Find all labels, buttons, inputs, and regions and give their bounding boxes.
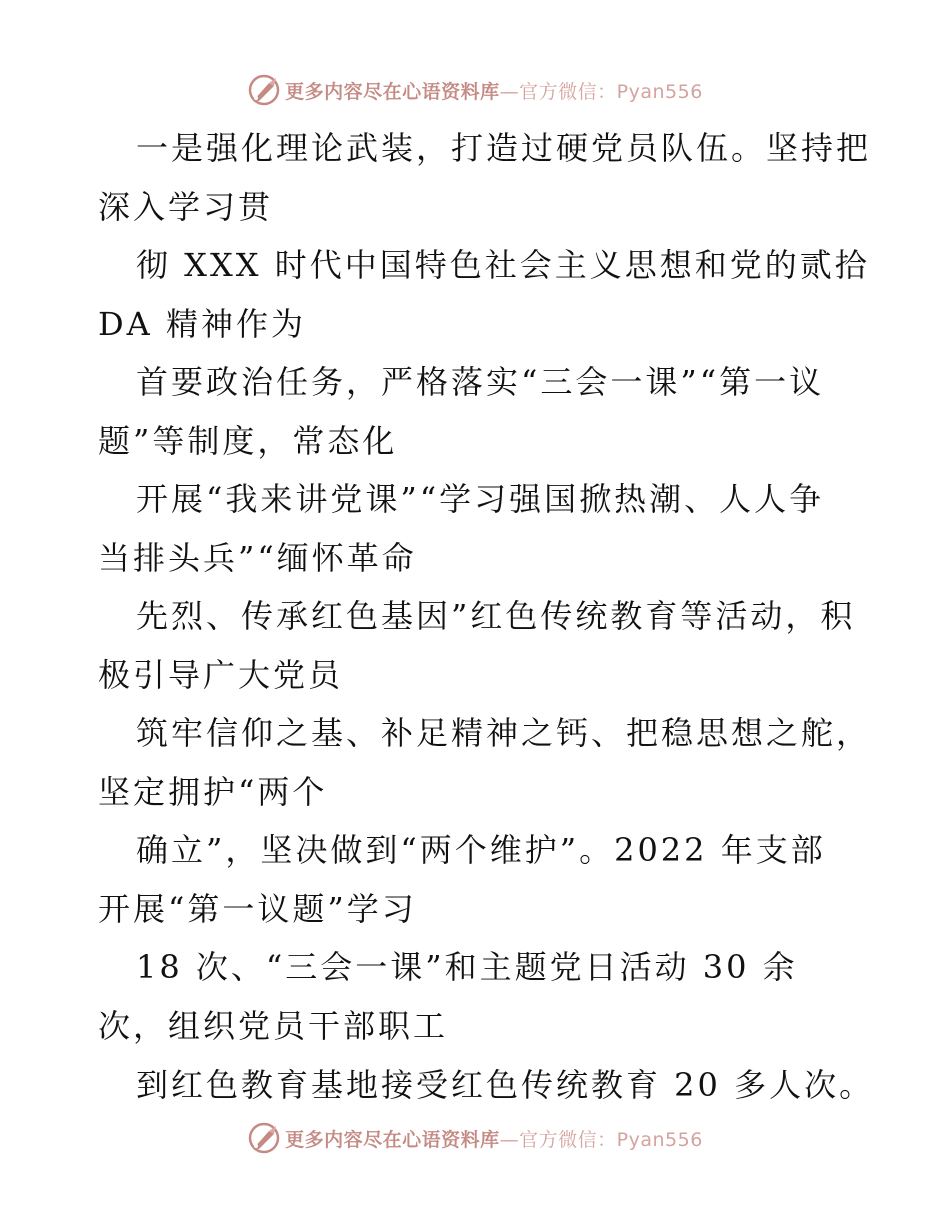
paragraph-1 (98, 120, 872, 237)
paragraph-line: 极引导广大党员 (98, 656, 344, 694)
quill-pen-logo-icon (247, 1121, 281, 1155)
paragraph-7 (98, 822, 858, 939)
paragraph-line: 首要政治任务，严格落实“三会一课”“第一议 (136, 363, 825, 401)
paragraph-3 (98, 354, 858, 471)
document-body (98, 120, 875, 1114)
paragraph-line: 彻 XXX 时代中国特色社会主义思想和党的贰拾 (136, 246, 870, 284)
header-brand-text: 更多内容尽在心语资料库 (285, 80, 500, 103)
footer-watermark (0, 1118, 950, 1158)
paragraph-line: 到红色教育基地接受红色传统教育 20 多人次。 (136, 1066, 875, 1104)
paragraph-line: 确立”，坚决做到“两个维护”。2022 年支部 (136, 831, 826, 869)
paragraph-6 (98, 705, 872, 822)
header-watermark-text (285, 77, 703, 104)
paragraph-9 (98, 1056, 875, 1114)
header-separator: — (499, 80, 520, 103)
paragraph-line: DA 精神作为 (98, 305, 306, 343)
paragraph-line: 当排头兵”“缅怀革命 (98, 539, 417, 577)
paragraph-2 (98, 237, 870, 354)
paragraph-line: 18 次、“三会一课”和主题党日活动 30 余 (136, 948, 798, 986)
header-watermark (0, 70, 950, 110)
paragraph-line: 先烈、传承红色基因”红色传统教育等活动，积 (136, 597, 856, 635)
paragraph-line: 次，组织党员干部职工 (98, 1007, 449, 1045)
paragraph-4 (98, 471, 858, 588)
paragraph-8 (98, 939, 858, 1056)
paragraph-5 (98, 588, 858, 705)
paragraph-line: 开展“我来讲党课”“学习强国掀热潮、人人争 (136, 480, 825, 518)
paragraph-line: 题”等制度，常态化 (98, 422, 398, 460)
paragraph-line: 坚定拥护“两个 (98, 773, 328, 811)
paragraph-line: 深入学习贯 (98, 188, 274, 226)
paragraph-line: 一是强化理论武装，打造过硬党员队伍。坚持把 (136, 129, 872, 167)
paragraph-line: 开展“第一议题”学习 (98, 890, 417, 928)
footer-separator: — (499, 1128, 520, 1151)
footer-watermark-text (285, 1125, 703, 1152)
quill-pen-logo-icon (247, 73, 281, 107)
footer-wechat-text: 官方微信：Pyan556 (519, 1128, 703, 1151)
header-wechat-text: 官方微信：Pyan556 (519, 80, 703, 103)
paragraph-line: 筑牢信仰之基、补足精神之钙、把稳思想之舵， (136, 714, 872, 752)
footer-brand-text: 更多内容尽在心语资料库 (285, 1128, 500, 1151)
